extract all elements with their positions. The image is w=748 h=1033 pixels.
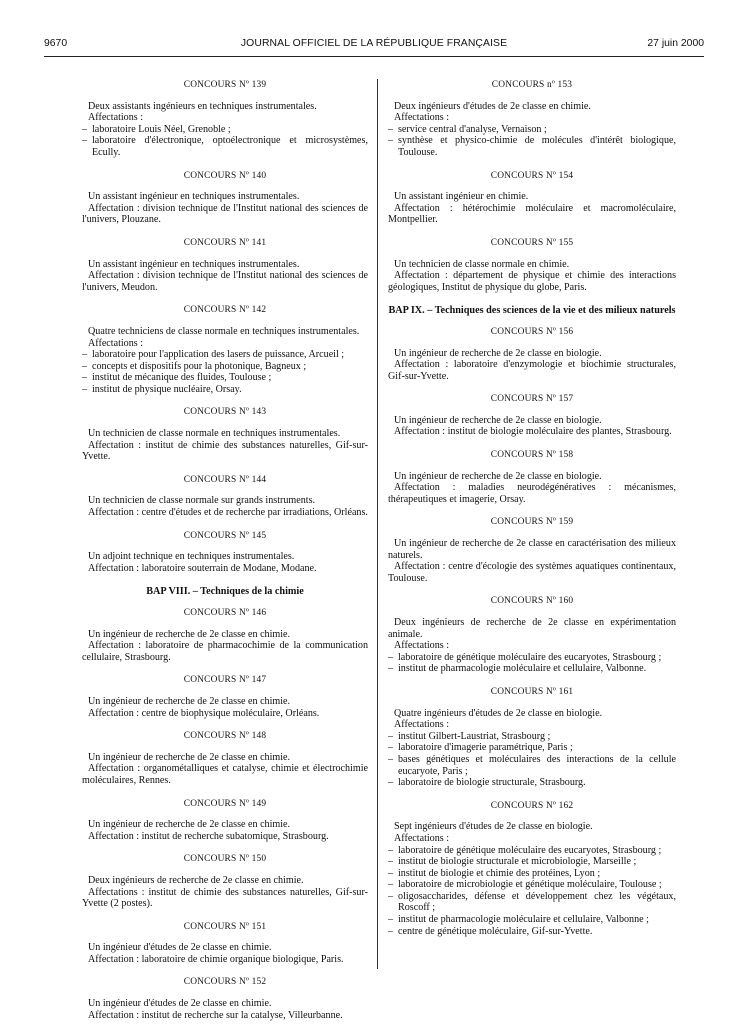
concours-paragraph: Un ingénieur d'études de 2e classe en chimie. xyxy=(88,998,272,1010)
concours-title: CONCOURS Nº 139 xyxy=(183,80,267,90)
concours-title: CONCOURS Nº 142 xyxy=(183,305,267,316)
affectation-item: – laboratoire d'électronique, optoélectronique et microsystèmes, Ecully. xyxy=(82,135,368,158)
concours-paragraph: Un technicien de classe normale en techniques instrumentales. xyxy=(88,428,341,440)
concours-paragraph: Deux assistants ingénieurs en techniques instrumentales. xyxy=(88,100,317,112)
right-column xyxy=(388,80,676,949)
concours-paragraph: Un ingénieur de recherche de 2e classe en biologie. xyxy=(394,414,602,426)
concours-block xyxy=(388,517,676,584)
concours-block xyxy=(388,238,676,293)
concours-block xyxy=(82,977,368,1021)
concours-paragraph: Affectation : laboratoire de chimie organique biologique, Paris. xyxy=(88,953,344,965)
concours-title: CONCOURS Nº 162 xyxy=(490,800,574,811)
concours-title: CONCOURS Nº 159 xyxy=(490,517,574,528)
concours-paragraph: Affectation : institut de chimie des substances naturelles, Gif-sur-Yvette. xyxy=(82,439,368,463)
page-header xyxy=(44,38,704,52)
concours-paragraph: Affectation : hétérochimie moléculaire et macromoléculaire, Montpellier. xyxy=(388,202,676,226)
affectation-item: – laboratoire de microbiologie et génétique moléculaire, Toulouse ; xyxy=(388,879,676,891)
concours-title: CONCOURS Nº 145 xyxy=(183,530,267,541)
concours-block xyxy=(82,799,368,843)
concours-paragraph: Affectations : xyxy=(394,832,450,844)
concours-paragraph: Affectation : institut de recherche subatomique, Strasbourg. xyxy=(88,830,329,842)
concours-paragraph: Affectations : xyxy=(394,719,450,731)
concours-block xyxy=(388,801,676,938)
concours-paragraph: Un ingénieur de recherche de 2e classe en chimie. xyxy=(88,695,291,707)
concours-title: CONCOURS Nº 150 xyxy=(183,854,267,865)
concours-title: CONCOURS Nº 151 xyxy=(183,921,267,932)
concours-paragraph: Affectation : institut de biologie moléculaire des plantes, Strasbourg. xyxy=(394,426,672,438)
concours-title: CONCOURS Nº 161 xyxy=(490,686,574,697)
affectation-item: – synthèse et physico-chimie de molécules d'intérêt biologique, Toulouse. xyxy=(388,135,676,158)
affectation-item: – institut Gilbert-Laustriat, Strasbourg ; xyxy=(388,731,676,743)
concours-title: CONCOURS Nº 155 xyxy=(490,237,574,248)
concours-block xyxy=(82,407,368,462)
concours-paragraph: Un ingénieur de recherche de 2e classe en chimie. xyxy=(88,751,291,763)
concours-paragraph: Deux ingénieurs de recherche de 2e classe en expérimentation animale. xyxy=(388,617,676,640)
concours-paragraph: Un assistant ingénieur en techniques instrumentales. xyxy=(88,258,300,270)
affectation-item: – laboratoire de génétique moléculaire des eucaryotes, Strasbourg ; xyxy=(388,845,676,857)
concours-paragraph: Un adjoint technique en techniques instrumentales. xyxy=(88,551,295,563)
concours-paragraph: Affectation : laboratoire d'enzymologie et biochimie structurales, Gif-sur-Yvette. xyxy=(388,359,676,382)
concours-block xyxy=(82,171,368,226)
concours-paragraph: Affectation : maladies neurodégénératives : mécanismes, thérapeutiques et imagerie, Orsay. xyxy=(388,482,676,505)
concours-block xyxy=(82,608,368,663)
concours-paragraph: Affectation : laboratoire de pharmacochimie de la communication cellulaire, Strasbourg. xyxy=(82,640,368,663)
concours-paragraph: Affectation : centre de biophysique moléculaire, Orléans. xyxy=(88,707,320,719)
concours-block xyxy=(388,450,676,505)
concours-paragraph: Affectation : institut de recherche sur la catalyse, Villeurbanne. xyxy=(88,1009,343,1021)
affectation-item: – laboratoire d'imagerie paramétrique, Paris ; xyxy=(388,742,676,754)
concours-paragraph: Un ingénieur de recherche de 2e classe en chimie. xyxy=(88,628,291,640)
affectation-item: – laboratoire de génétique moléculaire des eucaryotes, Strasbourg ; xyxy=(388,652,676,664)
concours-block xyxy=(388,596,676,675)
affectation-item: – laboratoire pour l'application des lasers de puissance, Arcueil ; xyxy=(82,349,368,361)
header-rule xyxy=(44,56,704,57)
concours-title: CONCOURS Nº 160 xyxy=(490,596,574,607)
affectation-item: – laboratoire Louis Néel, Grenoble ; xyxy=(82,124,368,136)
concours-title: CONCOURS Nº 146 xyxy=(183,608,267,618)
concours-block xyxy=(82,238,368,293)
concours-block xyxy=(82,531,368,575)
concours-block xyxy=(82,854,368,909)
concours-paragraph: Affectation : centre d'écologie des systèmes aquatiques continentaux, Toulouse. xyxy=(388,561,676,584)
concours-title: CONCOURS Nº 148 xyxy=(183,731,267,742)
concours-block xyxy=(82,922,368,966)
concours-paragraph: Affectation : laboratoire souterrain de Modane, Modane. xyxy=(88,562,317,574)
concours-paragraph: Affectations : xyxy=(88,112,144,124)
concours-title: CONCOURS Nº 141 xyxy=(183,237,267,248)
affectation-item: – institut de pharmacologie moléculaire et cellulaire, Valbonne. xyxy=(388,663,676,675)
concours-paragraph: Un assistant ingénieur en techniques instrumentales. xyxy=(88,191,300,203)
concours-title: CONCOURS Nº 147 xyxy=(183,675,267,686)
affectation-item: – institut de biologie structurale et microbiologie, Marseille ; xyxy=(388,856,676,868)
affectation-item: – service central d'analyse, Vernaison ; xyxy=(388,124,676,136)
affectation-item: – institut de physique nucléaire, Orsay. xyxy=(82,384,368,396)
concours-paragraph: Affectations : institut de chimie des substances naturelles, Gif-sur-Yvette (2 postes). xyxy=(82,886,368,910)
concours-paragraph: Un technicien de classe normale en chimie. xyxy=(394,258,570,270)
concours-title: CONCOURS Nº 149 xyxy=(183,798,267,809)
page-number: 9670 xyxy=(44,38,68,49)
concours-paragraph: Un ingénieur de recherche de 2e classe en caractérisation des milieux naturels. xyxy=(388,538,676,561)
concours-paragraph: Un ingénieur de recherche de 2e classe en biologie. xyxy=(394,470,602,482)
concours-paragraph: Affectations : xyxy=(394,112,450,124)
concours-paragraph: Affectations : xyxy=(394,640,450,652)
concours-block xyxy=(82,80,368,159)
concours-paragraph: Affectation : organométalliques et catalyse, chimie et électrochimie moléculaires, Rennes. xyxy=(82,763,368,786)
concours-title: CONCOURS Nº 158 xyxy=(490,450,574,461)
affectation-item: – centre de génétique moléculaire, Gif-sur-Yvette. xyxy=(388,926,676,938)
concours-block xyxy=(388,80,676,159)
concours-title: CONCOURS Nº 144 xyxy=(183,474,267,485)
concours-block xyxy=(82,675,368,719)
concours-title: CONCOURS Nº 143 xyxy=(183,407,267,418)
concours-paragraph: Deux ingénieurs d'études de 2e classe en chimie. xyxy=(394,100,591,112)
section-heading: BAP IX. – Techniques des sciences de la vie et des milieux naturels xyxy=(388,305,676,317)
concours-block xyxy=(388,327,676,382)
concours-title: CONCOURS Nº 140 xyxy=(183,170,267,181)
concours-paragraph: Un ingénieur de recherche de 2e classe en chimie. xyxy=(88,819,291,831)
concours-paragraph: Un assistant ingénieur en chimie. xyxy=(394,191,529,203)
concours-paragraph: Quatre ingénieurs d'études de 2e classe en biologie. xyxy=(394,707,603,719)
concours-title: CONCOURS nº 153 xyxy=(491,80,573,90)
concours-title: CONCOURS Nº 156 xyxy=(490,326,574,337)
concours-paragraph: Affectation : division technique de l'Institut national des sciences de l'univers, Meudon. xyxy=(82,270,368,293)
concours-paragraph: Quatre techniciens de classe normale en techniques instrumentales. xyxy=(88,325,360,337)
concours-paragraph: Un ingénieur de recherche de 2e classe en biologie. xyxy=(394,347,602,359)
concours-block xyxy=(388,171,676,226)
concours-paragraph: Sept ingénieurs d'études de 2e classe en biologie. xyxy=(394,821,593,833)
affectation-item: – bases génétiques et moléculaires des interactions de la cellule eucaryote, Paris ; xyxy=(388,754,676,777)
concours-block xyxy=(388,394,676,438)
affectation-item: – laboratoire de biologie structurale, Strasbourg. xyxy=(388,777,676,789)
concours-title: CONCOURS Nº 152 xyxy=(183,977,267,988)
left-column xyxy=(82,80,368,1033)
concours-paragraph: Un ingénieur d'études de 2e classe en chimie. xyxy=(88,942,272,954)
concours-block xyxy=(388,687,676,789)
concours-title: CONCOURS Nº 154 xyxy=(490,170,574,181)
concours-paragraph: Affectations : xyxy=(88,337,144,349)
affectation-item: – institut de pharmacologie moléculaire et cellulaire, Valbonne ; xyxy=(388,914,676,926)
concours-paragraph: Affectation : département de physique et chimie des interactions géologiques, Institut de physique du globe, Paris. xyxy=(388,270,676,293)
concours-paragraph: Un technicien de classe normale sur grands instruments. xyxy=(88,495,316,507)
affectation-item: – oligosaccharides, défense et développement chez les végétaux, Roscoff ; xyxy=(388,891,676,914)
concours-paragraph: Affectation : division technique de l'Institut national des sciences de l'univers, Plouzane. xyxy=(82,202,368,226)
concours-block xyxy=(82,475,368,519)
concours-paragraph: Affectation : centre d'études et de recherche par irradiations, Orléans. xyxy=(88,507,368,519)
concours-title: CONCOURS Nº 157 xyxy=(490,394,574,405)
concours-block xyxy=(82,305,368,395)
affectation-item: – concepts et dispositifs pour la photonique, Bagneux ; xyxy=(82,361,368,373)
concours-block xyxy=(82,731,368,786)
journal-title: JOURNAL OFFICIEL DE LA RÉPUBLIQUE FRANÇAISE xyxy=(240,38,508,49)
concours-paragraph: Deux ingénieurs de recherche de 2e classe en chimie. xyxy=(88,874,304,886)
affectation-item: – institut de biologie et chimie des protéines, Lyon ; xyxy=(388,868,676,880)
column-divider xyxy=(377,79,378,969)
section-heading: BAP VIII. – Techniques de la chimie xyxy=(146,586,304,598)
affectation-item: – institut de mécanique des fluides, Toulouse ; xyxy=(82,372,368,384)
issue-date: 27 juin 2000 xyxy=(647,38,704,49)
